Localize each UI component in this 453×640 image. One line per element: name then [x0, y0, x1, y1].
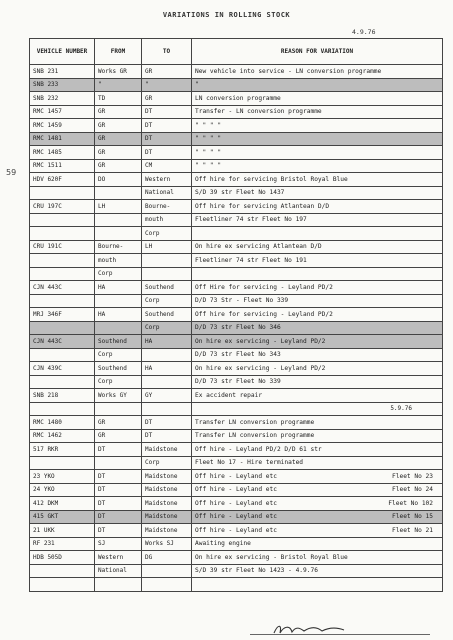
cell-vehicle: CJN 439C [30, 362, 95, 376]
cell-reason [192, 240, 443, 254]
cell-to: Southend [142, 308, 192, 322]
table-row [30, 402, 443, 416]
table-row [30, 510, 443, 524]
cell-reason [192, 510, 443, 524]
cell-reason [192, 105, 443, 119]
cell-reason [192, 375, 443, 389]
table-row [30, 105, 443, 119]
reason-text: On hire ex servicing - Bristol Royal Blue [195, 553, 348, 561]
reason-text: " " " " [195, 148, 222, 156]
table-row [30, 254, 443, 268]
reason-text: Off hire for servicing Atlantean D/D [195, 202, 330, 210]
cell-from: mouth [95, 254, 142, 268]
table-row [30, 497, 443, 511]
cell-reason [192, 389, 443, 403]
table-row [30, 78, 443, 92]
cell-vehicle: SNB 218 [30, 389, 95, 403]
cell-vehicle: 23 YKO [30, 470, 95, 484]
cell-vehicle: RMC 1457 [30, 105, 95, 119]
fleet-number: Fleet No 23 [392, 472, 433, 480]
reason-text: Off hire - Leyland etc [195, 499, 277, 507]
cell-to: Western [142, 173, 192, 187]
reason-text: 5.9.76 [390, 405, 412, 413]
cell-vehicle: SNB 233 [30, 78, 95, 92]
reason-text: " " " " [195, 121, 222, 129]
cell-from [95, 186, 142, 200]
cell-vehicle [30, 254, 95, 268]
reason-text: " " " " [195, 162, 222, 170]
reason-text: D/D 73 str Fleet No 346 [195, 324, 281, 332]
reason-text: Fleetliner 74 str Fleet No 197 [195, 216, 307, 224]
cell-from [95, 213, 142, 227]
cell-to: DT [142, 416, 192, 430]
cell-reason [192, 537, 443, 551]
reason-text: Ex accident repair [195, 391, 263, 399]
cell-from: SJ [95, 537, 142, 551]
cell-to: mouth [142, 213, 192, 227]
cell-vehicle [30, 578, 95, 592]
document-title: VARIATIONS IN ROLLING STOCK [162, 11, 291, 19]
reason-text: Transfer LN conversion programme [195, 418, 315, 426]
cell-to: National [142, 186, 192, 200]
table-row [30, 308, 443, 322]
cell-from: DT [95, 524, 142, 538]
reason-text: Awaiting engine [195, 540, 251, 548]
cell-to: Maidstone [142, 470, 192, 484]
cell-reason [192, 470, 443, 484]
cell-vehicle: 412 DKM [30, 497, 95, 511]
table-row [30, 375, 443, 389]
cell-vehicle: RF 231 [30, 537, 95, 551]
cell-vehicle: RMC 1462 [30, 429, 95, 443]
table-row [30, 321, 443, 335]
fleet-number: Fleet No 102 [388, 499, 433, 507]
header-reason: REASON FOR VARIATION [192, 39, 443, 65]
table-row [30, 159, 443, 173]
cell-from: Southend [95, 362, 142, 376]
table-row [30, 186, 443, 200]
cell-to: Works SJ [142, 537, 192, 551]
table-row [30, 429, 443, 443]
reason-text: On hire ex servicing - Leyland PD/2 [195, 337, 326, 345]
cell-reason [192, 348, 443, 362]
table-row [30, 443, 443, 457]
cell-from [95, 294, 142, 308]
cell-vehicle: CJN 443C [30, 335, 95, 349]
table-row [30, 294, 443, 308]
cell-from: GR [95, 159, 142, 173]
cell-to: HA [142, 335, 192, 349]
table-body [30, 65, 443, 592]
table-row [30, 200, 443, 214]
table-row [30, 362, 443, 376]
reason-text: D/D 73 Str - Fleet No 339 [195, 297, 289, 305]
reason-text: Transfer - LN conversion programme [195, 108, 322, 116]
table-row [30, 213, 443, 227]
cell-to [142, 267, 192, 281]
cell-from: GR [95, 105, 142, 119]
cell-reason [192, 483, 443, 497]
cell-to: DT [142, 105, 192, 119]
table-row [30, 564, 443, 578]
cell-vehicle [30, 186, 95, 200]
reason-text: LN conversion programme [195, 94, 281, 102]
reason-text: " " " " [195, 135, 222, 143]
cell-reason [192, 443, 443, 457]
reason-text: On hire ex servicing - Leyland PD/2 [195, 364, 326, 372]
cell-from: HA [95, 281, 142, 295]
cell-from: LH [95, 200, 142, 214]
cell-to: Corp [142, 294, 192, 308]
cell-reason [192, 92, 443, 106]
cell-to: GR [142, 92, 192, 106]
cell-vehicle [30, 227, 95, 241]
cell-from: Western [95, 551, 142, 565]
variations-table [29, 38, 443, 592]
reason-text: Off hire for servicing - Leyland PD/2 [195, 310, 333, 318]
cell-vehicle [30, 402, 95, 416]
cell-from: GR [95, 119, 142, 133]
table-row [30, 146, 443, 160]
table-row [30, 483, 443, 497]
cell-from: DT [95, 483, 142, 497]
reason-text: New vehicle into service - LN conversion programme [195, 67, 382, 75]
cell-from: " [95, 78, 142, 92]
cell-to: GY [142, 389, 192, 403]
cell-to: Corp [142, 227, 192, 241]
table-row [30, 65, 443, 79]
cell-to: " [142, 78, 192, 92]
table-row [30, 173, 443, 187]
cell-vehicle: RMC 1459 [30, 119, 95, 133]
header-from: FROM [95, 39, 142, 65]
cell-reason [192, 321, 443, 335]
reason-text: Fleet No 17 - Hire terminated [195, 459, 304, 467]
cell-reason [192, 173, 443, 187]
reason-text: Off hire - Leyland PD/2 D/D 61 str [195, 445, 322, 453]
cell-reason [192, 213, 443, 227]
cell-reason [192, 227, 443, 241]
fleet-number: Fleet No 24 [392, 486, 433, 494]
reason-text: Off hire - Leyland etc [195, 472, 277, 480]
cell-from: Bourne- [95, 240, 142, 254]
header-vehicle-number: VEHICLE NUMBER [30, 39, 95, 65]
cell-vehicle [30, 456, 95, 470]
cell-vehicle: HDV 620F [30, 173, 95, 187]
cell-reason [192, 456, 443, 470]
cell-reason [192, 429, 443, 443]
cell-reason [192, 578, 443, 592]
cell-to: GR [142, 65, 192, 79]
cell-to: Corp [142, 456, 192, 470]
reason-text: S/D 39 str Fleet No 1437 [195, 189, 285, 197]
cell-from: DO [95, 173, 142, 187]
cell-vehicle: RMC 1511 [30, 159, 95, 173]
cell-to: CM [142, 159, 192, 173]
cell-to: Maidstone [142, 483, 192, 497]
cell-reason [192, 281, 443, 295]
table-row [30, 416, 443, 430]
cell-reason [192, 159, 443, 173]
cell-vehicle [30, 267, 95, 281]
cell-from: DT [95, 470, 142, 484]
table-row [30, 524, 443, 538]
reason-text: " [195, 81, 199, 89]
cell-reason [192, 524, 443, 538]
cell-reason [192, 119, 443, 133]
cell-vehicle: 24 YKO [30, 483, 95, 497]
cell-from [95, 578, 142, 592]
cell-vehicle [30, 564, 95, 578]
table-row [30, 389, 443, 403]
cell-reason [192, 267, 443, 281]
cell-to: DT [142, 429, 192, 443]
reason-text: D/D 73 str Fleet No 339 [195, 378, 281, 386]
cell-from: TD [95, 92, 142, 106]
cell-from: DT [95, 510, 142, 524]
reason-text: Transfer LN conversion programme [195, 432, 315, 440]
cell-to [142, 564, 192, 578]
cell-from: GR [95, 416, 142, 430]
cell-reason [192, 186, 443, 200]
cell-to: DT [142, 146, 192, 160]
cell-from: DT [95, 497, 142, 511]
table-row [30, 551, 443, 565]
table-row [30, 281, 443, 295]
table-row [30, 240, 443, 254]
signature-line [250, 634, 430, 635]
cell-to: HA [142, 362, 192, 376]
cell-vehicle [30, 348, 95, 362]
cell-from: DT [95, 443, 142, 457]
cell-reason [192, 362, 443, 376]
cell-to: Maidstone [142, 524, 192, 538]
cell-from: GR [95, 146, 142, 160]
cell-from: Works GY [95, 389, 142, 403]
cell-to: Southend [142, 281, 192, 295]
cell-vehicle: 21 UKK [30, 524, 95, 538]
cell-reason [192, 78, 443, 92]
cell-reason [192, 308, 443, 322]
cell-from [95, 402, 142, 416]
reason-text: Off hire for servicing Bristol Royal Blue [195, 175, 348, 183]
cell-vehicle [30, 375, 95, 389]
cell-vehicle: 517 RKR [30, 443, 95, 457]
table-row [30, 348, 443, 362]
cell-reason [192, 294, 443, 308]
reason-text: Fleetliner 74 str Fleet No 191 [195, 256, 307, 264]
cell-vehicle: CRU 191C [30, 240, 95, 254]
cell-from: National [95, 564, 142, 578]
reason-text: S/D 39 str Fleet No 1423 - 4.9.76 [195, 567, 318, 575]
cell-from: Corp [95, 348, 142, 362]
cell-from [95, 321, 142, 335]
cell-to: DT [142, 132, 192, 146]
cell-reason [192, 564, 443, 578]
cell-reason [192, 132, 443, 146]
cell-to [142, 254, 192, 268]
table-row [30, 267, 443, 281]
cell-to: Maidstone [142, 497, 192, 511]
cell-from: GR [95, 429, 142, 443]
cell-vehicle: 415 GKT [30, 510, 95, 524]
cell-from: Corp [95, 267, 142, 281]
cell-to [142, 402, 192, 416]
cell-to [142, 375, 192, 389]
cell-reason [192, 65, 443, 79]
table-row [30, 335, 443, 349]
cell-to [142, 578, 192, 592]
cell-reason [192, 497, 443, 511]
cell-reason [192, 200, 443, 214]
cell-reason [192, 402, 443, 416]
cell-from [95, 227, 142, 241]
cell-vehicle [30, 213, 95, 227]
cell-reason [192, 335, 443, 349]
cell-from: GR [95, 132, 142, 146]
table-header-row [30, 39, 443, 65]
cell-reason [192, 416, 443, 430]
cell-to: LH [142, 240, 192, 254]
cell-vehicle [30, 294, 95, 308]
reason-text: Off hire - Leyland etc [195, 513, 277, 521]
reason-text: Off Hire for servicing - Leyland PD/2 [195, 283, 333, 291]
table-row [30, 470, 443, 484]
table-row [30, 119, 443, 133]
cell-to: Bourne- [142, 200, 192, 214]
cell-to: Maidstone [142, 443, 192, 457]
document-date: 4.9.76 [352, 28, 376, 36]
cell-to: Maidstone [142, 510, 192, 524]
cell-vehicle: MRJ 346F [30, 308, 95, 322]
margin-note: 59 [6, 168, 17, 177]
table-row [30, 132, 443, 146]
table-row [30, 227, 443, 241]
cell-vehicle: RMC 1485 [30, 146, 95, 160]
reason-text: Off hire - Leyland etc [195, 486, 277, 494]
cell-to: Corp [142, 321, 192, 335]
table-row [30, 92, 443, 106]
cell-from [95, 456, 142, 470]
cell-reason [192, 254, 443, 268]
table-row [30, 578, 443, 592]
cell-vehicle: SNB 231 [30, 65, 95, 79]
reason-text: D/D 73 str Fleet No 343 [195, 351, 281, 359]
cell-vehicle: SNB 232 [30, 92, 95, 106]
cell-to [142, 348, 192, 362]
cell-vehicle: RMC 1481 [30, 132, 95, 146]
cell-reason [192, 551, 443, 565]
reason-text: Off hire - Leyland etc [195, 526, 277, 534]
cell-from: HA [95, 308, 142, 322]
cell-from: Corp [95, 375, 142, 389]
table-row [30, 537, 443, 551]
reason-text: On hire ex servicing Atlantean D/D [195, 243, 322, 251]
cell-vehicle: CJN 443C [30, 281, 95, 295]
cell-vehicle [30, 321, 95, 335]
cell-from: Southend [95, 335, 142, 349]
header-to: TO [142, 39, 192, 65]
fleet-number: Fleet No 21 [392, 526, 433, 534]
cell-vehicle: RMC 1480 [30, 416, 95, 430]
cell-vehicle: CRU 197C [30, 200, 95, 214]
cell-vehicle: HDB 505D [30, 551, 95, 565]
table-row [30, 456, 443, 470]
cell-reason [192, 146, 443, 160]
cell-from: Works GR [95, 65, 142, 79]
cell-to: DT [142, 119, 192, 133]
fleet-number: Fleet No 15 [392, 513, 433, 521]
cell-to: DG [142, 551, 192, 565]
